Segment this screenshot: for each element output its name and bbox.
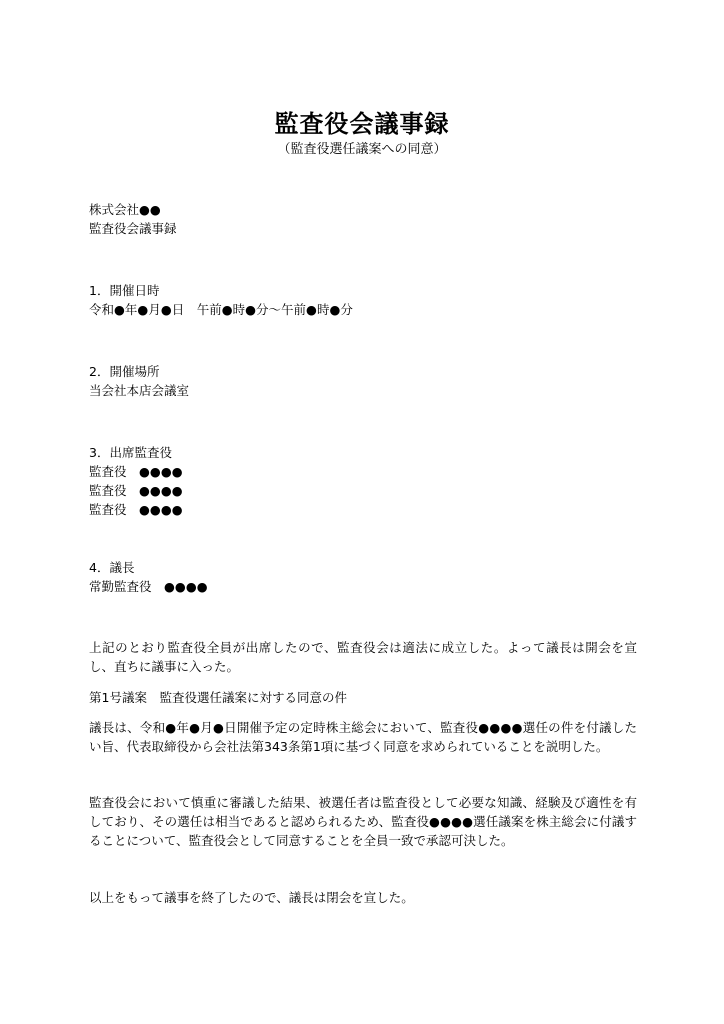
paragraph-explanation: 議長は、令和●年●月●日開催予定の定時株主総会において、監査役●●●●選任の件を付議したい旨、代表取締役から会社法第343条第1項に基づく同意を求められていることを説明した。	[89, 720, 637, 754]
section-date-value: 令和●年●月●日 午前●時●分～午前●時●分	[89, 302, 353, 317]
section-attendees-heading: 3．出席監査役	[89, 445, 172, 460]
agenda-title: 第1号議案 監査役選任議案に対する同意の件	[89, 690, 347, 705]
section-chair-heading: 4．議長	[89, 560, 135, 575]
section-place-value: 当会社本店会議室	[89, 383, 190, 398]
company-name: 株式会社●●	[89, 202, 161, 217]
attendee-line: 監査役 ●●●●	[89, 502, 183, 517]
section-date-heading: 1．開催日時	[89, 283, 160, 298]
section-date	[89, 281, 649, 319]
paragraph-quorum: 上記のとおり監査役全員が出席したので、監査役会は適法に成立した。よって議長は開会を宣し、直ちに議事に入った。	[89, 640, 637, 674]
company-block	[89, 200, 649, 238]
document-title: 監査役会議事録	[274, 110, 450, 138]
attendee-line: 監査役 ●●●●	[89, 464, 183, 479]
section-chair-value: 常勤監査役 ●●●●	[89, 579, 208, 594]
section-attendees	[89, 443, 649, 519]
section-chair	[89, 558, 649, 596]
section-place	[89, 362, 649, 400]
paragraph-closing: 以上をもって議事を終了したので、議長は閉会を宣した。	[89, 890, 414, 905]
paragraph-resolution: 監査役会において慎重に審議した結果、被選任者は監査役として必要な知識、経験及び適性を有しており、その選任は相当であると認められるため、監査役●●●●選任議案を株主総会に付議することについて、監査役会として同意することを全員一致で承認可決した。	[89, 795, 637, 848]
attendee-line: 監査役 ●●●●	[89, 483, 183, 498]
section-place-heading: 2．開催場所	[89, 364, 160, 379]
document-name: 監査役会議事録	[89, 221, 177, 236]
document-subtitle: （監査役選任議案への同意）	[277, 142, 447, 157]
